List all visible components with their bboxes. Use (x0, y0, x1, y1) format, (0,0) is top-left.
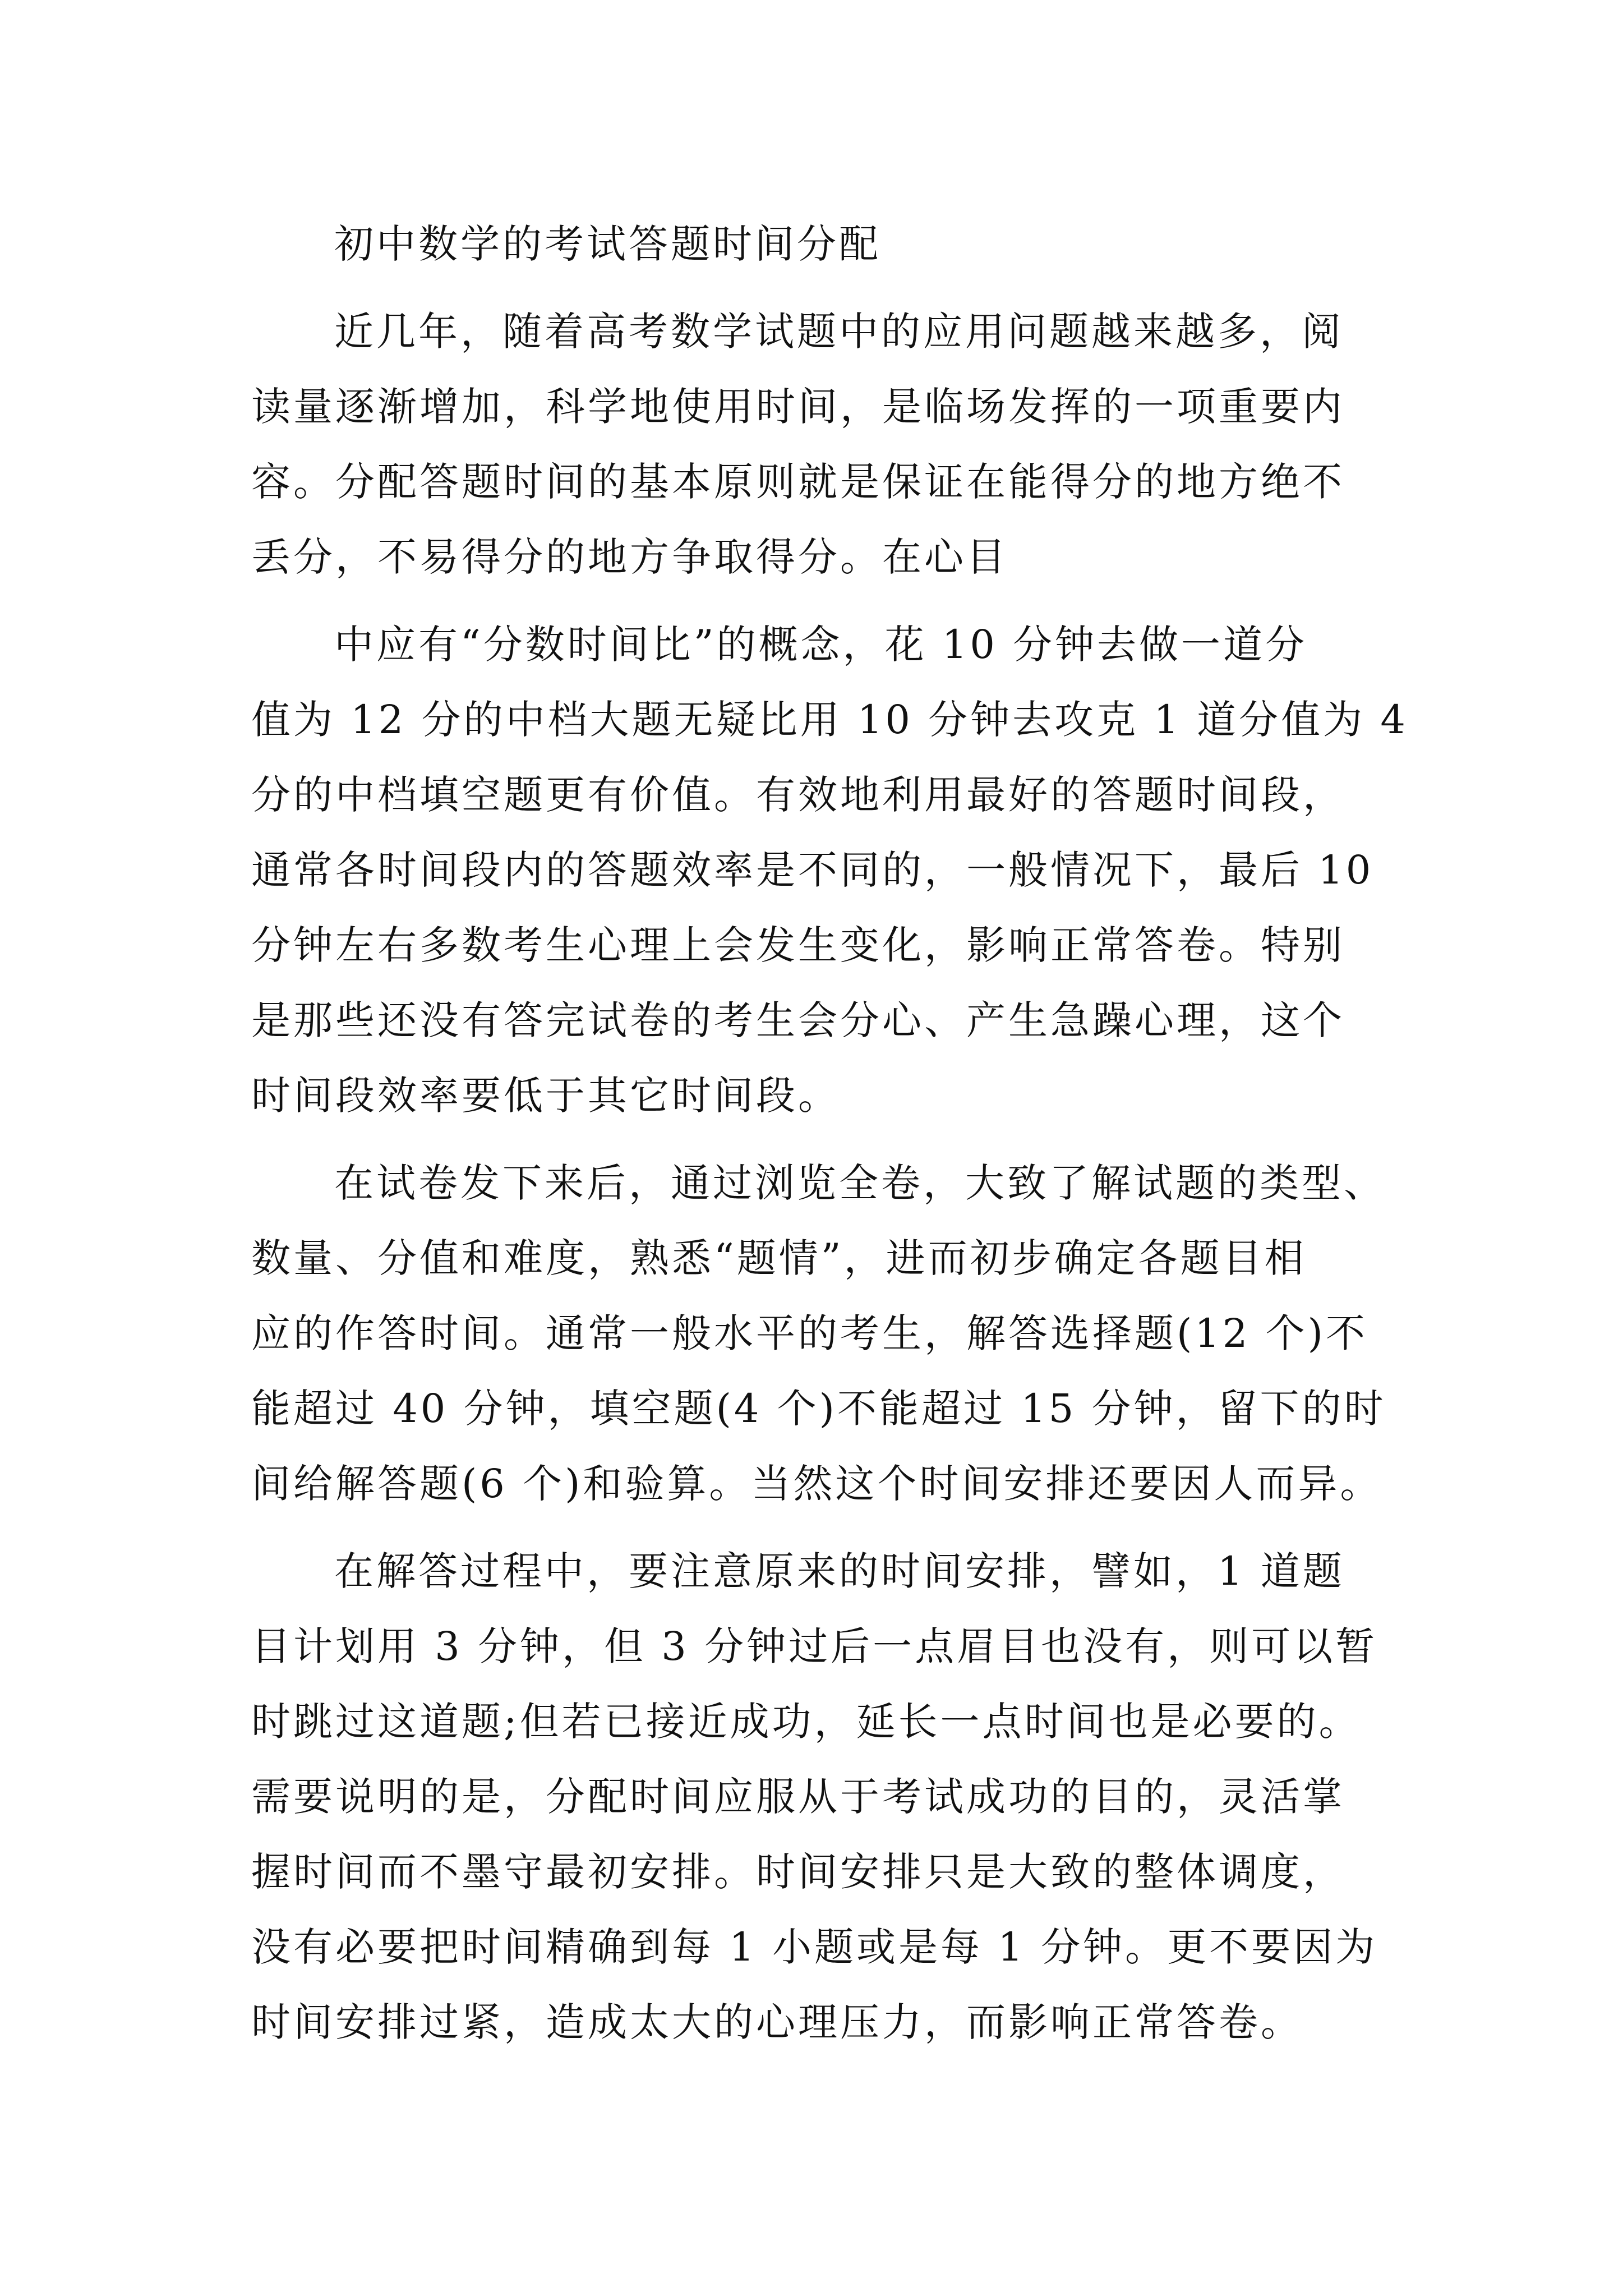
paragraph-line: 丢分，不易得分的地方争取得分。在心目 (251, 534, 1008, 580)
paragraph-4 (251, 1534, 1384, 2060)
paragraph-spacer (251, 282, 1384, 294)
paragraph-spacer (251, 1133, 1384, 1145)
paragraph-line: 数量、分值和难度，熟悉“题情”，进而初步确定各题目相 (251, 1235, 1307, 1281)
paragraph-line: 在解答过程中，要注意原来的时间安排，譬如，1 道题 (334, 1548, 1345, 1594)
paragraph-line: 近几年，随着高考数学试题中的应用问题越来越多，阅 (334, 309, 1344, 355)
paragraph-line: 间给解答题(6 个)和验算。当然这个时间安排还要因人而异。 (251, 1461, 1382, 1507)
paragraph-1 (251, 294, 1384, 595)
paragraph-line: 容。分配答题时间的基本原则就是保证在能得分的地方绝不 (251, 459, 1345, 505)
paragraph-spacer (251, 1521, 1384, 1534)
paragraph-line: 时间安排过紧，造成太大的心理压力，而影响正常答卷。 (251, 1999, 1303, 2045)
paragraph-line: 中应有“分数时间比”的概念，花 10 分钟去做一道分 (334, 622, 1308, 668)
document-title: 初中数学的考试答题时间分配 (334, 221, 881, 267)
paragraph-3 (251, 1145, 1384, 1521)
paragraph-line: 时跳过这道题;但若已接近成功，延长一点时间也是必要的。 (251, 1699, 1361, 1745)
paragraph-line: 分的中档填空题更有价值。有效地利用最好的答题时间段， (251, 772, 1345, 818)
paragraph-line: 通常各时间段内的答题效率是不同的，一般情况下，最后 10 (251, 847, 1374, 893)
paragraph-line: 需要说明的是，分配时间应服从于考试成功的目的，灵活掌 (251, 1774, 1345, 1820)
paragraph-line: 读量逐渐增加，科学地使用时间，是临场发挥的一项重要内 (251, 384, 1345, 430)
paragraph-spacer (251, 595, 1384, 607)
paragraph-line: 是那些还没有答完试卷的考生会分心、产生急躁心理，这个 (251, 997, 1345, 1043)
paragraph-line: 没有必要把时间精确到每 1 小题或是每 1 分钟。更不要因为 (251, 1924, 1378, 1970)
paragraph-line: 分钟左右多数考生心理上会发生变化，影响正常答卷。特别 (251, 922, 1345, 968)
paragraph-line: 在试卷发下来后，通过浏览全卷，大致了解试题的类型、 (334, 1160, 1386, 1206)
paragraph-line: 能超过 40 分钟，填空题(4 个)不能超过 15 分钟，留下的时 (251, 1386, 1386, 1432)
paragraph-line: 应的作答时间。通常一般水平的考生，解答选择题(12 个)不 (251, 1310, 1368, 1356)
paragraph-line: 时间段效率要低于其它时间段。 (251, 1073, 840, 1119)
paragraph-line: 值为 12 分的中档大题无疑比用 10 分钟去攻克 1 道分值为 4 (251, 697, 1408, 743)
paragraph-line: 握时间而不墨守最初安排。时间安排只是大致的整体调度， (251, 1849, 1345, 1895)
paragraph-2 (251, 607, 1408, 1133)
paragraph-line: 目计划用 3 分钟，但 3 分钟过后一点眉目也没有，则可以暂 (251, 1623, 1378, 1669)
document-page (251, 206, 1408, 2060)
